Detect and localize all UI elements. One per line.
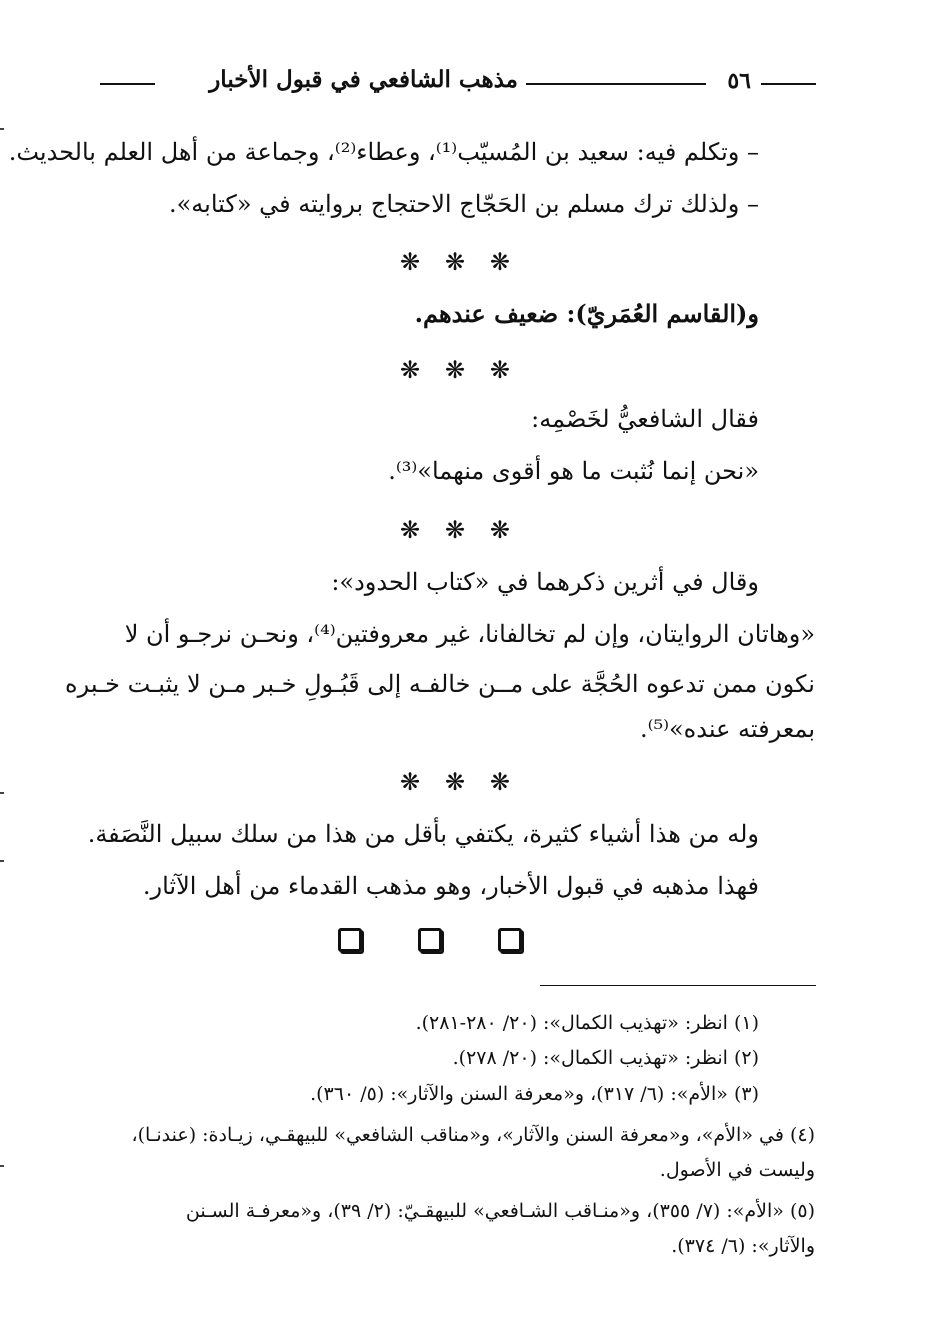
star-icon: ❋ <box>489 768 510 796</box>
header-rule-middle <box>526 83 706 85</box>
body-line: فقال الشافعيُّ لخَصْمِه: <box>531 405 759 433</box>
running-header <box>100 66 816 100</box>
footnote: (٤) في «الأم»، و«معرفة السنن والآثار»، و«مناقب الشافعي» للبيهقـي، زيـادة: (عندنـا)، <box>131 1124 815 1146</box>
edge-mark <box>0 128 4 130</box>
body-line: بمعرفته عنده»⁽⁵⁾. <box>639 715 815 743</box>
footnote-continuation: والآثار»: (٦/ ٣٧٤). <box>671 1235 815 1257</box>
star-icon: ❋ <box>400 356 421 384</box>
separator-stars <box>400 770 510 794</box>
body-line: فهذا مذهبه في قبول الأخبار، وهو مذهب القدماء من أهل الآثار. <box>142 872 759 900</box>
running-title: مذهب الشافعي في قبول الأخبار <box>209 66 518 93</box>
edge-mark <box>0 1165 4 1167</box>
separator-stars <box>400 518 510 542</box>
square-ornament-icon <box>498 928 522 952</box>
footnote: (٥) «الأم»: (٧/ ٣٥٥)، و«منـاقب الشـافعي» للبيهقـيّ: (٢/ ٣٩)، و«معرفـة السـنن <box>185 1200 815 1222</box>
star-icon: ❋ <box>400 516 421 544</box>
body-line: «نحن إنما نُثبت ما هو أقوى منهما»⁽³⁾. <box>388 457 759 485</box>
edge-mark <box>0 792 4 794</box>
body-line: نكون ممن تدعوه الحُجَّة على مــن خالفـه إلى قَبُـولِ خـبر مـن لا يثبـت خـبره <box>65 670 815 698</box>
end-of-section-marks <box>338 928 522 952</box>
star-icon: ❋ <box>489 516 510 544</box>
body-line: وقال في أثرين ذكرهما في «كتاب الحدود»: <box>331 568 759 596</box>
star-icon: ❋ <box>444 248 466 276</box>
footnote-separator <box>540 985 816 986</box>
body-line: – ولذلك ترك مسلم بن الحَجّاج الاحتجاج بروايته في «كتابه». <box>168 190 759 218</box>
footnote-continuation: وليست في الأصول. <box>659 1159 815 1181</box>
footnote: (١) انظر: «تهذيب الكمال»: (٢٠/ ٢٨٠-٢٨١). <box>415 1012 759 1034</box>
star-icon: ❋ <box>489 356 510 384</box>
footnote: (٣) «الأم»: (٦/ ٣١٧)، و«معرفة السنن والآثار»: (٥/ ٣٦٠). <box>310 1083 759 1105</box>
separator-stars <box>400 358 510 382</box>
body-line: و(القاسم العُمَريّ): ضعيف عندهم. <box>414 299 759 328</box>
body-line: «وهاتان الروايتان، وإن لم تخالفانا، غير معروفتين⁽⁴⁾، ونحـن نرجـو أن لا <box>124 620 815 648</box>
star-icon: ❋ <box>489 248 510 276</box>
edge-mark <box>0 860 4 862</box>
square-ornament-icon <box>418 928 442 952</box>
star-icon: ❋ <box>444 356 466 384</box>
square-ornament-icon <box>338 928 362 952</box>
star-icon: ❋ <box>400 248 421 276</box>
body-line: وله من هذا أشياء كثيرة، يكتفي بأقل من هذا من سلك سبيل النَّصَفة. <box>87 820 759 848</box>
header-rule-right <box>761 83 816 85</box>
star-icon: ❋ <box>444 768 466 796</box>
footnote: (٢) انظر: «تهذيب الكمال»: (٢٠/ ٢٧٨). <box>452 1047 759 1069</box>
page-number: ٥٦ <box>727 68 751 94</box>
star-icon: ❋ <box>444 516 466 544</box>
body-line: – وتكلم فيه: سعيد بن المُسيّب⁽¹⁾، وعطاء⁽²⁾، وجماعة من أهل العلم بالحديث. <box>8 138 759 166</box>
star-icon: ❋ <box>400 768 421 796</box>
separator-stars <box>400 250 510 274</box>
header-rule-left <box>100 83 155 85</box>
